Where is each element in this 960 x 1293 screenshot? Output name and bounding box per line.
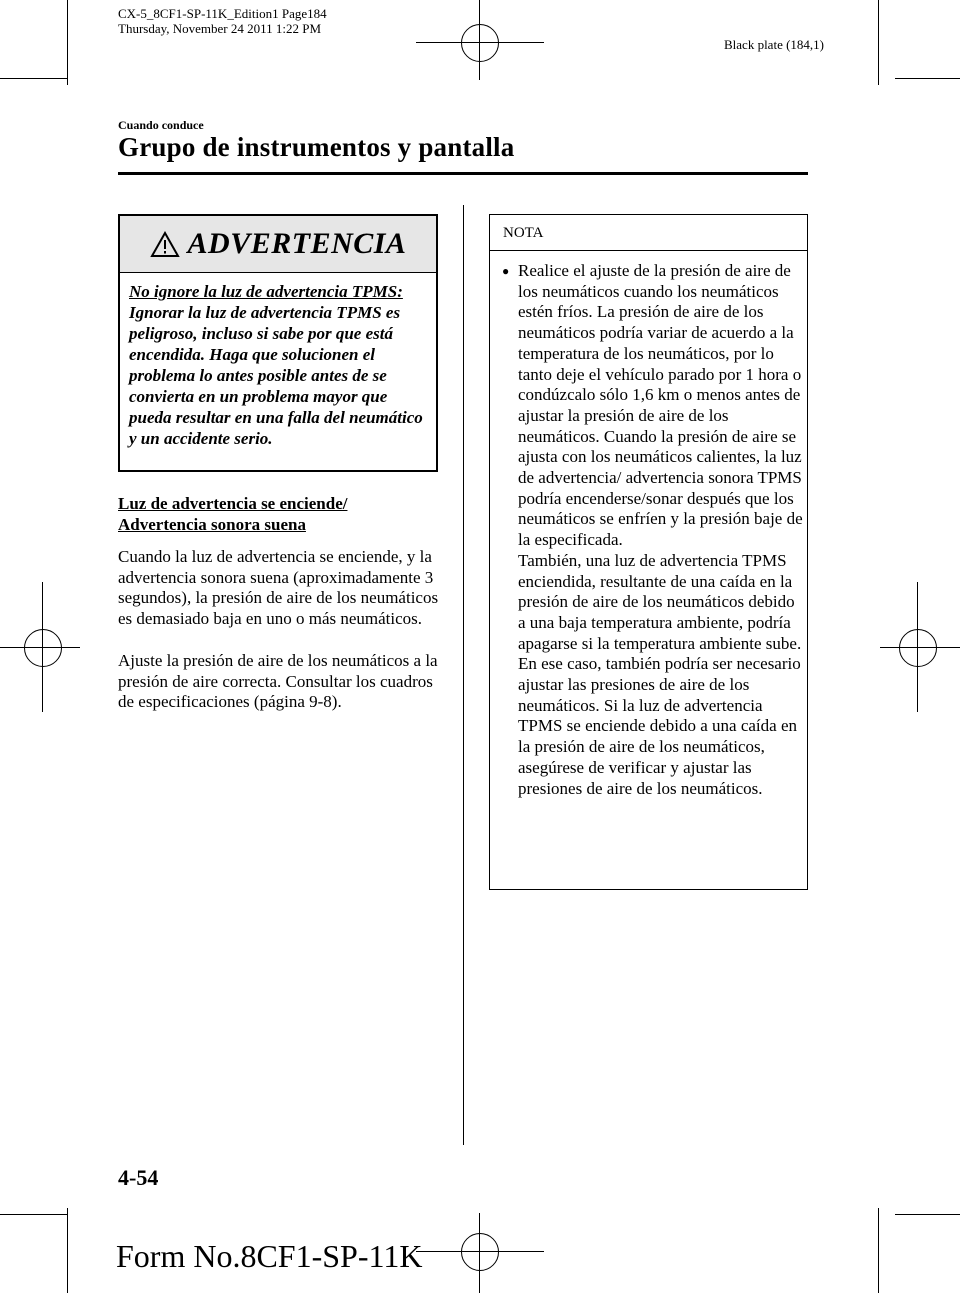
subsection-heading-line2: Advertencia sonora suena [118,515,306,534]
form-number: Form No.8CF1-SP-11K [116,1238,423,1274]
warning-subtitle: No ignore la luz de advertencia TPMS: [129,282,403,301]
print-timestamp: Thursday, November 24 2011 1:22 PM [118,21,322,36]
page-number: 4-54 [118,1165,159,1190]
warning-box [118,214,438,472]
subsection-heading-line1: Luz de advertencia se enciende/ [118,494,348,513]
note-text-2: También, una luz de advertencia TPMS enciendida, resultante de una caída en la presión de aire de los neumáticos debido a una baja temperatura ambiente, podría apagarse si la temperatura ambiente sube. En ese caso, también podría ser necesario ajustar las presiones de aire de los neumáticos. Si la luz de advertencia TPMS se enciende debido a una caída en la presión de aire de los neumáticos, asegúrese de verificar y ajustar las presiones de aire de los neumáticos. [518,550,802,798]
page-title: Grupo de instrumentos y pantalla [118,132,515,162]
note-box [489,214,808,890]
bullet-icon: ● [502,264,510,278]
title-rule [118,172,808,175]
warning-triangle-icon [150,231,180,258]
subsection [118,493,440,713]
warning-title: ADVERTENCIA [187,227,407,260]
section-label: Cuando conduce [118,118,204,132]
print-file-name: CX-5_8CF1-SP-11K_Edition1 Page184 [118,6,327,21]
note-title: NOTA [490,215,807,251]
plate-label: Black plate (184,1) [724,37,824,52]
warning-body [120,273,436,449]
note-item [490,251,807,799]
warning-text: Ignorar la luz de advertencia TPMS es peligroso, incluso si sabe por que está encendida. Haga que solucionen el problema lo antes posible antes de se convierta en un problema mayor que pueda resultar en una falla del neumático y un accidente serio. [129,303,423,448]
column-divider [463,205,464,1145]
warning-header [120,216,436,273]
note-text-1: Realice el ajuste de la presión de aire de los neumáticos cuando los neumáticos estén fríos. La presión de aire de los neumáticos podría variar de acuerdo a la temperatura de los neumáticos, por lo tanto deje el vehículo parado por 1 hora o condúzcalo sólo 1,6 km o menos antes de ajustar la presión de aire de los neumáticos. Cuando la presión de aire se ajusta con los neumáticos calientes, la luz de advertencia/ advertencia sonora TPMS podría encenderse/sonar después que los neumáticos se enfríen y la presión baje de la especificada. [518,261,803,550]
paragraph-1: Cuando la luz de advertencia se enciende, y la advertencia sonora suena (aproximadamente 3 segundos), la presión de aire de los neumáticos es demasiado baja en uno o más neumáticos. [118,547,439,629]
paragraph-2: Ajuste la presión de aire de los neumáticos a la presión de aire correcta. Consultar los cuadros de especificaciones (página 9-8). [118,650,438,712]
